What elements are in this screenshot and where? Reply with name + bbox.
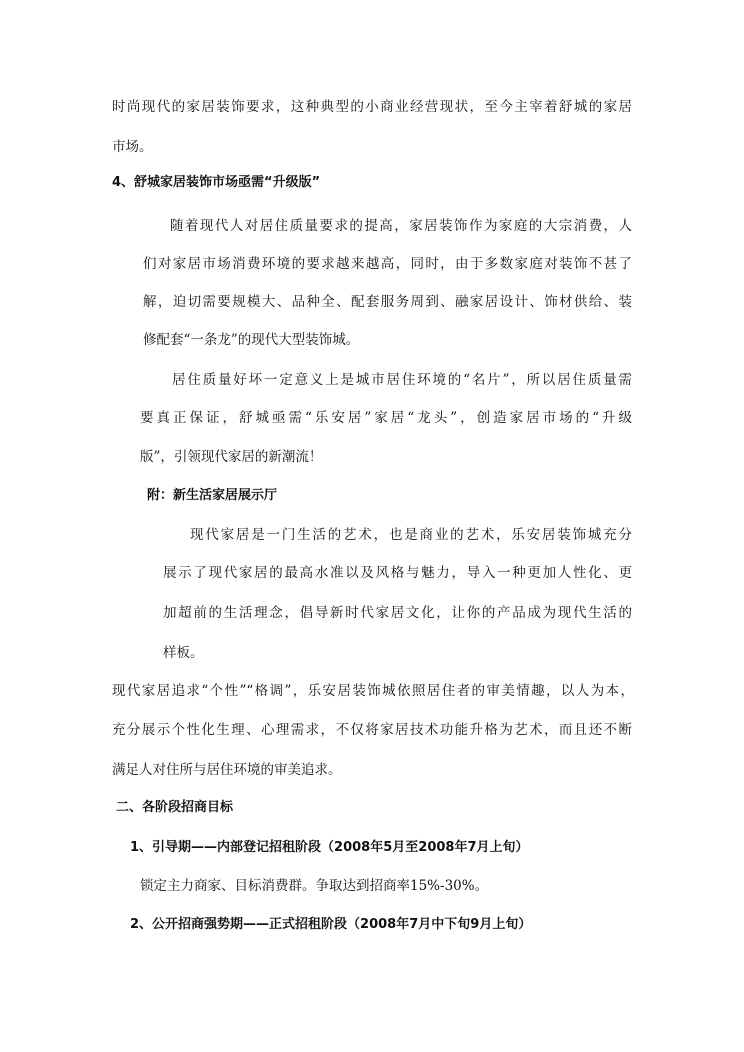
paragraph-line: 版”，引领现代家居的新潮流！ <box>140 449 323 465</box>
paragraph-line: 市场。 <box>112 139 153 155</box>
section-heading: 二、各阶段招商目标 <box>116 800 234 815</box>
paragraph-line: 样板。 <box>163 645 204 661</box>
paragraph-line: 展示了现代家居的最高水准以及风格与魅力，导入一种更加人性化、更 <box>163 565 632 581</box>
paragraph-line: 现代家居追求“个性”“格调”，乐安居装饰城依照居住者的审美情趣，以人为本， <box>112 683 634 699</box>
paragraph-line: 修配套“一条龙”的现代大型装饰城。 <box>143 332 360 348</box>
stage-heading: 1、引导期——内部登记招租阶段（2008年5月至2008年7月上旬） <box>130 840 529 855</box>
paragraph-line: 解，迫切需要规模大、品种全、配套服务周到、融家居设计、饰材供给、装 <box>143 294 632 310</box>
appendix-heading: 附：新生活家居展示厅 <box>147 488 278 503</box>
paragraph-line: 随着现代人对居住质量要求的提高，家居装饰作为家庭的大宗消费，人 <box>170 218 632 234</box>
paragraph-line: 要真正保证，舒城亟需“乐安居”家居“龙头”，创造家居市场的“升级 <box>140 410 632 426</box>
paragraph-line: 加超前的生活理念，倡导新时代家居文化，让你的产品成为现代生活的 <box>163 605 632 621</box>
paragraph-line: 充分展示个性化生理、心理需求，不仅将家居技术功能升格为艺术，而且还不断 <box>112 722 632 738</box>
section-heading: 4、舒城家居装饰市场亟需“升级版” <box>112 175 321 190</box>
paragraph-line: 居住质量好坏一定意义上是城市居住环境的“名片”，所以居住质量需 <box>172 372 632 388</box>
paragraph-line: 现代家居是一门生活的艺术，也是商业的艺术，乐安居装饰城充分 <box>190 527 632 543</box>
paragraph-line: 们对家居市场消费环境的要求越来越高，同时，由于多数家庭对装饰不甚了 <box>143 256 632 272</box>
stage-heading: 2、公开招商强势期——正式招租阶段（2008年7月中下旬9月上旬） <box>130 917 532 932</box>
paragraph-line: 满足人对住所与居住环境的审美追求。 <box>112 762 342 778</box>
paragraph-line: 时尚现代的家居装饰要求，这种典型的小商业经营现状，至今主宰着舒城的家居 <box>112 99 632 115</box>
paragraph-line: 锁定主力商家、目标消费群。争取达到招商率15%-30%。 <box>140 878 489 894</box>
